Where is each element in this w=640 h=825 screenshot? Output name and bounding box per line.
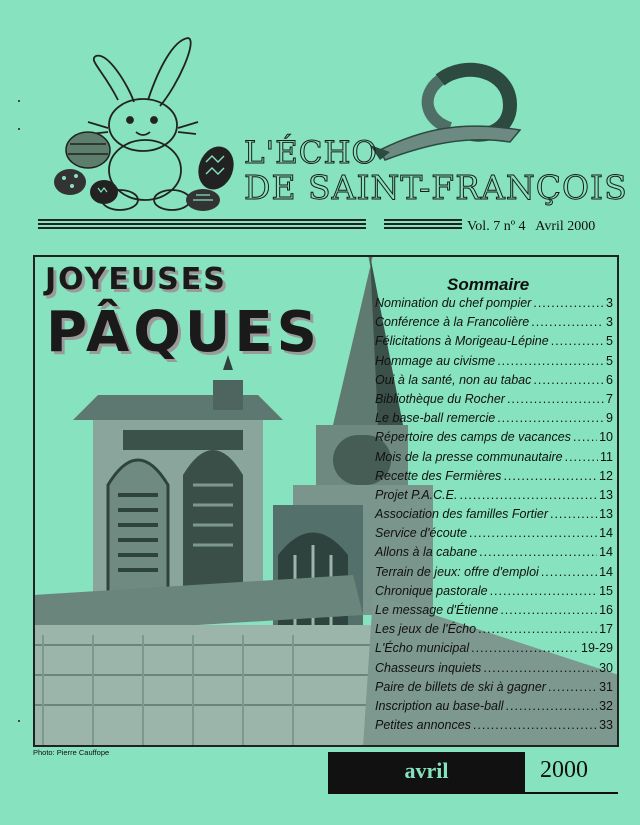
sommaire-item-label: Le base-ball remercie	[375, 411, 496, 426]
sommaire-item-label: Allons à la cabane	[375, 545, 478, 560]
sommaire-item-leader	[506, 699, 598, 713]
sommaire-item-label: Bibliothèque du Rocher	[375, 391, 505, 406]
sommaire-item-leader	[478, 622, 597, 636]
sommaire-item	[375, 488, 613, 507]
sommaire-item-leader	[533, 373, 604, 387]
sommaire-item	[375, 641, 613, 660]
sommaire-item-label: L'Écho municipal	[375, 641, 470, 656]
sommaire-item-label: Projet P.A.C.E.	[375, 487, 458, 502]
sommaire-item-leader	[503, 469, 597, 483]
sommaire-item-label: Association des familles Fortier	[375, 507, 548, 522]
sommaire-item-page: 30	[599, 660, 613, 675]
masthead-rule-left	[38, 219, 366, 229]
sommaire-item-label: Terrain de jeux: offre d'emploi	[375, 564, 539, 579]
sommaire-item	[375, 450, 613, 469]
headline-line-1: JOYEUSES	[45, 262, 227, 297]
sommaire-item-label: Nomination du chef pompier	[375, 296, 532, 310]
sommaire-item-page: 3	[606, 296, 613, 310]
sommaire-item-page: 15	[599, 583, 613, 598]
sommaire-item-leader	[507, 392, 604, 406]
sommaire-list	[375, 296, 613, 737]
headline-line-2: PÂQUES	[46, 300, 321, 365]
sommaire-item-leader	[565, 450, 598, 464]
sommaire-item-page: 19-29	[581, 641, 613, 656]
sommaire-item-label: Répertoire des camps de vacances	[375, 430, 571, 445]
ribbon-logo-icon	[370, 60, 530, 170]
sommaire-item	[375, 584, 613, 603]
sommaire-item-leader	[573, 430, 597, 444]
sommaire-item	[375, 507, 613, 526]
sommaire-item	[375, 622, 613, 641]
photo-credit: Photo: Pierre Cauffope	[33, 748, 110, 757]
sommaire-item-label: Le message d'Étienne	[375, 603, 499, 617]
sommaire-item-leader	[548, 680, 597, 694]
sommaire-item	[375, 334, 613, 353]
footer-rule	[328, 792, 618, 794]
easter-bunny-illustration	[48, 30, 238, 220]
sommaire-item-page: 7	[606, 391, 613, 406]
sommaire-item-page: 13	[599, 507, 613, 522]
sommaire-item	[375, 392, 613, 411]
sommaire-item	[375, 315, 613, 334]
sommaire-item-leader	[500, 603, 597, 617]
sommaire-item-leader	[533, 296, 604, 310]
sommaire-item-page: 14	[599, 545, 613, 560]
sommaire-item-page: 14	[599, 526, 613, 541]
sommaire-item-page: 5	[606, 334, 613, 349]
sommaire-item	[375, 661, 613, 680]
sommaire-item	[375, 411, 613, 430]
sommaire-item	[375, 718, 613, 737]
sommaire-item-page: 11	[600, 449, 613, 464]
sommaire-item-page: 13	[599, 487, 613, 502]
sommaire-item-page: 3	[606, 315, 613, 330]
footer-year: 2000	[540, 757, 588, 783]
sommaire-item-label: Félicitations à Morigeau-Lépine	[375, 334, 549, 349]
sommaire-item-page: 6	[606, 372, 613, 387]
sommaire-item-page: 31	[599, 679, 613, 694]
sommaire-item	[375, 430, 613, 449]
sommaire-item-page: 32	[599, 698, 613, 713]
sommaire-item-label: Chasseurs inquiets	[375, 660, 482, 675]
sommaire-item-page: 33	[599, 718, 613, 733]
sommaire-item	[375, 603, 613, 622]
sommaire-item-leader	[459, 488, 597, 502]
volume-number: Vol. 7 nº 4	[467, 219, 526, 234]
sommaire-item-label: Les jeux de l'Écho	[375, 622, 477, 637]
sommaire-item-label: Mois de la presse communautaire	[375, 449, 563, 464]
sommaire-item-leader	[497, 411, 604, 425]
sommaire-item-label: Oui à la santé, non au tabac	[375, 372, 532, 387]
sommaire-item	[375, 565, 613, 584]
sommaire-item-leader	[541, 565, 597, 579]
sommaire-item	[375, 680, 613, 699]
sommaire-item-label: Paire de billets de ski à gagner	[375, 679, 546, 694]
sommaire-item-leader	[479, 545, 597, 559]
sommaire-item-page: 17	[599, 622, 613, 637]
sommaire-item	[375, 354, 613, 373]
sommaire-item-leader	[551, 334, 604, 348]
sommaire-item-leader	[531, 315, 604, 329]
sommaire-item	[375, 545, 613, 564]
sommaire-item-page: 10	[599, 430, 613, 445]
sommaire-item-page: 12	[599, 468, 613, 483]
sommaire-item-label: Recette des Fermières	[375, 468, 502, 483]
sommaire-item-label: Hommage au civisme	[375, 353, 496, 368]
sommaire-item-leader	[473, 718, 597, 732]
sommaire-title: Sommaire	[447, 275, 530, 294]
sommaire-item-label: Inscription au base-ball	[375, 698, 504, 713]
masthead-title-line-1: L'ÉCHO	[244, 135, 378, 171]
sommaire-item-leader	[469, 526, 597, 540]
sommaire-item-label: Conférence à la Francolière	[375, 315, 530, 330]
sommaire-item	[375, 699, 613, 718]
sommaire-item	[375, 296, 613, 315]
sommaire-item	[375, 469, 613, 488]
masthead-rule-right	[384, 219, 462, 229]
sommaire-item-leader	[483, 661, 597, 675]
sommaire-item-label: Petites annonces	[375, 718, 471, 733]
sommaire-item-label: Chronique pastorale	[375, 583, 488, 598]
sommaire-item-page: 16	[599, 603, 613, 617]
masthead-title-line-2: DE SAINT-FRANÇOIS	[244, 168, 628, 207]
issue-date: Avril 2000	[535, 219, 596, 234]
sommaire-item-page: 9	[606, 411, 613, 426]
footer-month: avril	[404, 758, 449, 783]
sommaire-item-leader	[471, 641, 579, 655]
sommaire-item-label: Service d'écoute	[375, 526, 468, 541]
sommaire-item-leader	[497, 354, 604, 368]
sommaire-item	[375, 526, 613, 545]
sommaire-item-page: 5	[606, 353, 613, 368]
sommaire-item	[375, 373, 613, 392]
volume-info	[467, 219, 595, 235]
sommaire-item-leader	[550, 507, 597, 521]
sommaire-item-leader	[490, 584, 598, 598]
sommaire-item-page: 14	[599, 564, 613, 579]
